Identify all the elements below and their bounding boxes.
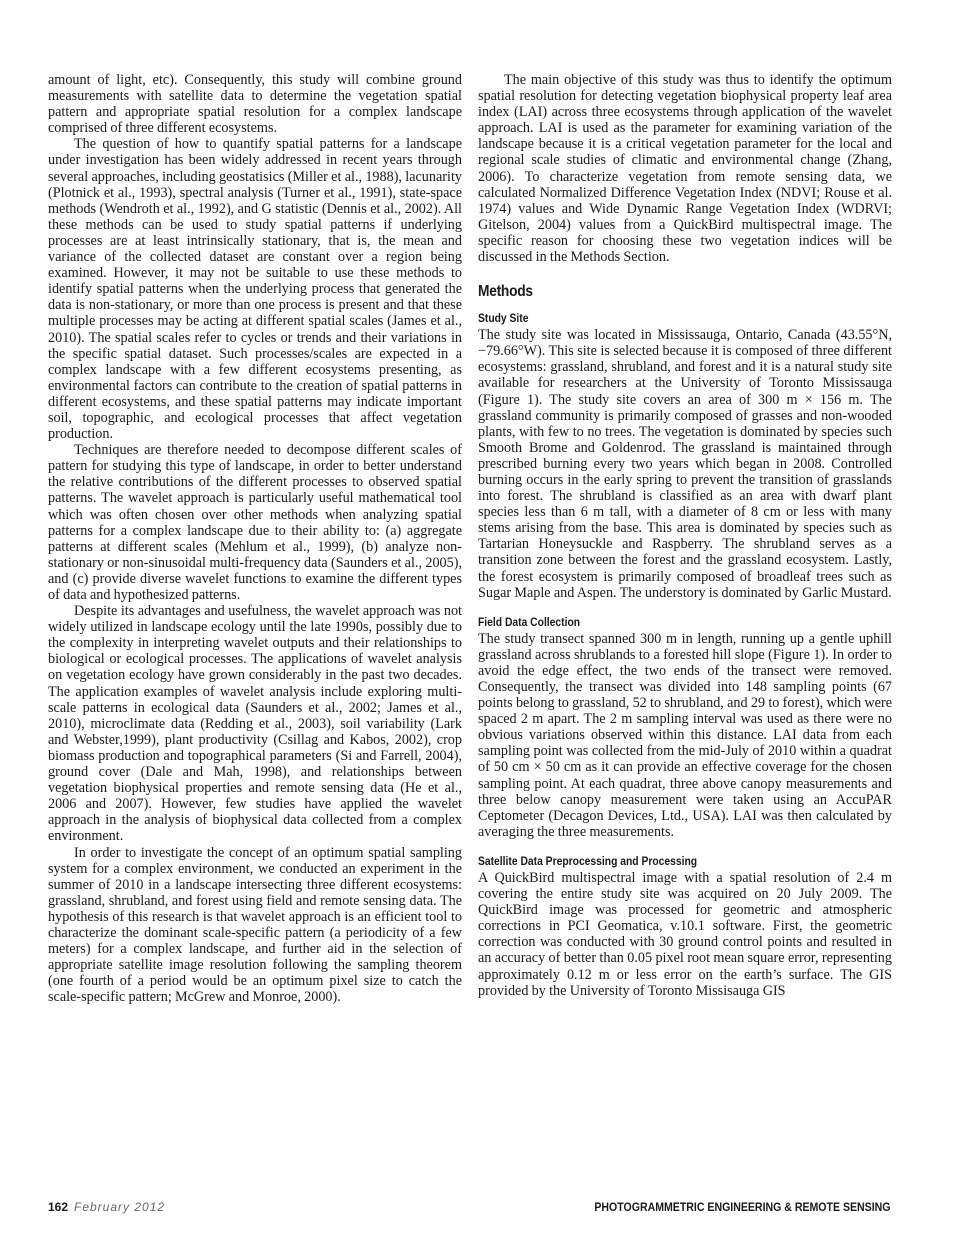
- left-column: [48, 72, 462, 1005]
- page-number: 162: [48, 1200, 69, 1214]
- paragraph-field-data-collection: The study transect spanned 300 m in length, running up a gentle uphill grassland across shrublands to a forested hill slope (Figure 1). In order to avoid the edge effect, the two ends of the transect were removed. Consequently, the transect was divided into 148 sampling points (67 points belong to grassland, 52 to shrubland, and 29 to forest), which were spaced 2 m apart. The 2 m sampling interval was used as there were no obvious variations observed within this distance. LAI data from each sampling point was collected from the mid-July of 2010 within a quadrat of 50 cm × 50 cm as it can provide an effective coverage for the chosen sampling point. At each quadrat, three above canopy measurements and three below canopy measurement were taken using an AccuPAR Ceptometer (Decagon Devices, Ltd., USA). LAI was then calculated by averaging the three measurements.: [478, 630, 892, 840]
- subheading-field-data-collection: Field Data Collection: [478, 614, 581, 629]
- paragraph-spatial-pattern-methods: The question of how to quantify spatial patterns for a landscape under investigation has been widely addressed in recent years through several approaches, including geostatisics (Miller et al., 1988), lacunarity (Plotnick et al., 1993), spectral analysis (Turner et al., 1991), state-space methods (Wendroth et al., 1992), and G statistic (Dennis et al., 2002). All these methods can be used to study spatial patterns if underlying processes are at least intrinsically stationary, that is, the mean and variance of the collected dataset are constant over a region being examined. However, it may not be suitable to use these methods to identify spatial patterns when the underlying process that generated the data is non-stationary, or more than one process is present and that these multiple processes may be acting at different spatial scales (James et al., 2010). The spatial scales refer to cycles or trends and their variations in the specific spatial dataset. Such processes/scales are expected in a complex landscape with a few different ecosystems presenting, as environmental factors can contribute to the creation of spatial patterns in different ecosystems, and these spatial patterns may indicate important soil, topographic, and ecological processes that affect vegetation production.: [48, 136, 462, 443]
- page-footer: [48, 1200, 890, 1218]
- subheading-satellite-processing: Satellite Data Preprocessing and Processing: [478, 853, 698, 868]
- paragraph-hypothesis: In order to investigate the concept of an optimum spatial sampling system for a complex environment, we conducted an experiment in the summer of 2010 in a landscape intersecting three different ecosystems: grassland, shrubland, and forest using field and remote sensing data. The hypothesis of this research is that wavelet approach is an efficient tool to characterize the dominant scale-specific pattern (a periodicity of a few meters) for a complex landscape, and further aid in the selection of appropriate satellite image resolution following the sampling theorem (one fourth of a period would be an optimum pixel size to catch the scale-specific pattern; McGrew and Monroe, 2000).: [48, 844, 462, 1006]
- paragraph-wavelet-applications: Despite its advantages and usefulness, the wavelet approach was not widely utilized in landscape ecology until the late 1990s, possibly due to the complexity in interpreting wavelet outputs and their relationships to biological or ecological processes. The applications of wavelet analysis on vegetation ecology have grown considerably in the past two decades. The application examples of wavelet analysis include exploring multi-scale patterns in ecological data (Saunders et al., 2002; James et al., 2010), microclimate data (Redding et al., 2003), soil variability (Lark and Webster,1999), plant productivity (Csillag and Kabos, 2002), crop biomass production and topographical parameters (Si and Farrell, 2004), ground cover (Dale and Mah, 1998), and relationships between vegetation biophysical properties and remote sensing data (He et al., 2006 and 2007). However, few studies have applied the wavelet approach in the analysis of biophysical data collected from a complex environment.: [48, 603, 462, 845]
- paragraph-intro-continuation: amount of light, etc). Consequently, this study will combine ground measurements with satellite data to determine the vegetation spatial pattern and appropriate spatial resolution for a complex landscape comprised of three different ecosystems.: [48, 72, 462, 137]
- paragraph-wavelet-techniques: Techniques are therefore needed to decompose different scales of pattern for studying this type of landscape, in order to better understand the relative contributions of the different processes to observed spatial patterns. The wavelet approach is particularly useful mathematical tool which was often chosen over other methods when analyzing spatial patterns for a complex landscape due to their ability to: (a) aggregate patterns at different scales (Mehlum et al., 1999), (b) analyze non-stationary or non-sinusoidal multi-frequency data (Saunders et al., 2005), and (c) provide diverse wavelet functions to examine the different types of data and hypothesized patterns.: [48, 442, 462, 603]
- paragraph-main-objective: The main objective of this study was thus to identify the optimum spatial resolution for detecting vegetation biophysical property leaf area index (LAI) across three ecosystems through application of the wavelet approach. LAI is used as the parameter for examining variation of the landscape because it is a critical vegetation parameter for the local and regional scale studies of climatic and environmental change (Zhang, 2006). To characterize vegetation from remote sensing data, we calculated Normalized Difference Vegetation Index (NDVI; Rouse et al. 1974) values and Wide Dynamic Range Vegetation Index (WDRVI; Gitelson, 2004) values from a QuickBird multispectral image. The specific reason for choosing these two vegetation indices will be discussed in the Methods Section.: [478, 72, 892, 266]
- paragraph-satellite-processing: A QuickBird multispectral image with a spatial resolution of 2.4 m covering the entire study site was acquired on 20 July 2009. The QuickBird image was processed for geometric and atmospheric corrections in PCI Geomatica, v.10.1 software. First, the geometric correction was conducted with 30 ground control points and resulted in an accuracy of better than 0.05 pixel root mean square error, representing approximately 0.12 m or less error on the earth’s surface. The GIS provided by the University of Toronto Missisauga GIS: [478, 869, 892, 999]
- issue-date: February 2012: [74, 1200, 166, 1214]
- subheading-study-site: Study Site: [478, 311, 529, 326]
- journal-name: PHOTOGRAMMETRIC ENGINEERING & REMOTE SENSING: [593, 1200, 890, 1214]
- section-heading-methods: Methods: [478, 283, 533, 301]
- right-column: [478, 72, 892, 999]
- paragraph-study-site: The study site was located in Mississauga, Ontario, Canada (43.55°N, −79.66°W). This site is selected because it is composed of three different ecosystems: grassland, shrubland, and forest and it is a natural study site available for researchers at the University of Toronto Mississauga (Figure 1). The study site covers an area of 300 m × 156 m. The grassland community is primarily composed of grasses and non-wooded plants, with few to no trees. The vegetation is dominated by species such Smooth Brome and Goldenrod. The grassland is maintained through prescribed burning every two years which began in 2008. Controlled burning occurs in the early spring to prevent the transition of grasslands into forest. The shrubland is classified as an area with dwarf plant species less than 6 m tall, with a diameter of 8 cm or less with many stems arising from the base. This area is dominated by species such as Tartarian Honeysuckle and Raspberry. The shrubland serves as a transition zone between the forest and the grassland ecosystem. Lastly, the forest ecosystem is primarily composed of broadleaf trees such as Sugar Maple and Aspen. The understory is dominated by Garlic Mustard.: [478, 327, 892, 601]
